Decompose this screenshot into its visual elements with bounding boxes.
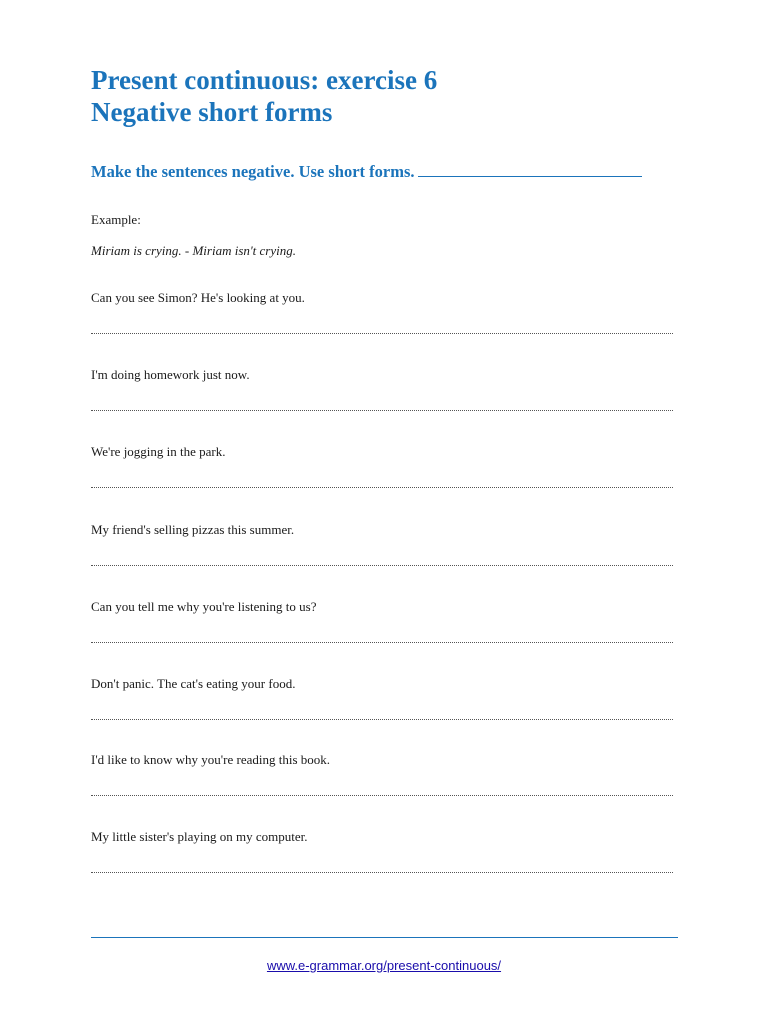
instruction-text: Make the sentences negative. Use short forms.	[91, 162, 415, 181]
answer-line[interactable]	[91, 487, 673, 488]
answer-line[interactable]	[91, 642, 673, 643]
exercise-item-8	[91, 829, 673, 845]
exercise-sentence: My friend's selling pizzas this summer.	[91, 522, 295, 537]
example-text: Miriam is crying. - Miriam isn't crying.	[91, 243, 296, 258]
title-line-2: Negative short forms	[91, 97, 333, 127]
exercise-sentence: We're jogging in the park.	[91, 444, 226, 459]
exercise-item-1	[91, 290, 673, 306]
title-line-1: Present continuous: exercise 6	[91, 65, 438, 95]
example-label: Example:	[91, 212, 141, 227]
page-title	[91, 64, 437, 128]
answer-line[interactable]	[91, 333, 673, 334]
exercise-sentence: I'd like to know why you're reading this book.	[91, 752, 331, 767]
worksheet-page	[91, 0, 677, 1024]
instruction-underline	[418, 175, 642, 177]
answer-line[interactable]	[91, 795, 673, 796]
exercise-item-2	[91, 367, 673, 383]
exercise-item-5	[91, 599, 673, 615]
exercise-item-7	[91, 752, 673, 768]
exercise-sentence: Can you tell me why you're listening to us?	[91, 599, 317, 614]
exercise-sentence: My little sister's playing on my computer.	[91, 829, 308, 844]
footer-divider	[91, 937, 678, 938]
exercise-item-6	[91, 676, 673, 692]
answer-line[interactable]	[91, 872, 673, 873]
instruction	[91, 162, 677, 182]
answer-line[interactable]	[91, 719, 673, 720]
answer-line[interactable]	[91, 410, 673, 411]
answer-line[interactable]	[91, 565, 673, 566]
exercise-sentence: I'm doing homework just now.	[91, 367, 250, 382]
footer-link[interactable]: www.e-grammar.org/present-continuous/	[266, 958, 502, 973]
exercise-item-3	[91, 444, 673, 460]
exercise-item-4	[91, 522, 673, 538]
exercise-sentence: Can you see Simon? He's looking at you.	[91, 290, 305, 305]
exercise-sentence: Don't panic. The cat's eating your food.	[91, 676, 296, 691]
